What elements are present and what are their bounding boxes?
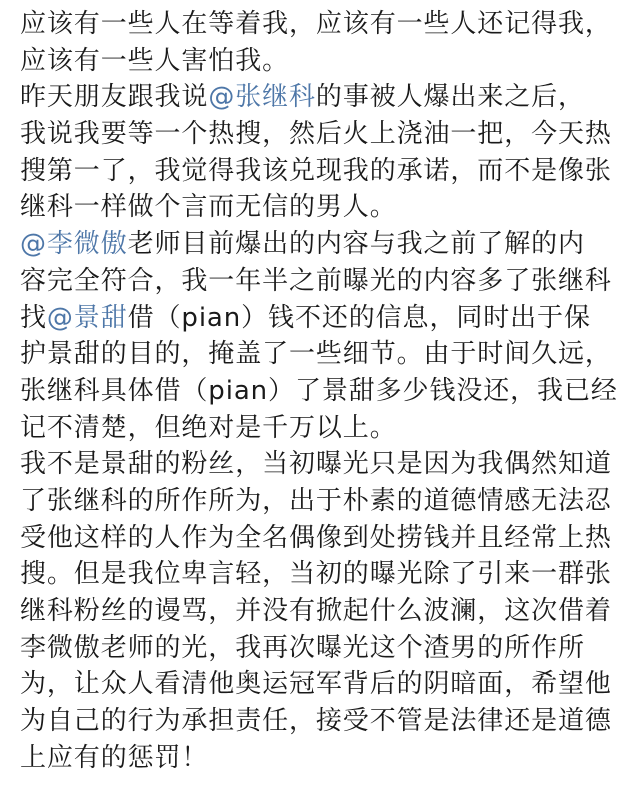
post-text-segment: 继科一样做个言而无信的男人。 bbox=[20, 192, 397, 223]
post-text-segment: 搜第一了，我觉得我该兑现我的承诺，而不是像张 bbox=[20, 155, 612, 186]
post-text-line bbox=[20, 263, 632, 300]
post-text-segment: 李微傲老师的光，我再次曝光这个渣男的所作所 bbox=[20, 632, 585, 663]
post-text-segment: 为自己的行为承担责任，接受不管是法律还是道德 bbox=[20, 706, 612, 737]
post-text-segment: 搜。但是我位卑言轻，当初的曝光除了引来一群张 bbox=[20, 559, 612, 590]
post-text-segment: 容完全符合，我一年半之前曝光的内容多了张继科 bbox=[20, 265, 612, 296]
post-text-segment: 的事被人爆出来之后， bbox=[315, 82, 585, 113]
post-text-line bbox=[20, 373, 632, 410]
post-text-line bbox=[20, 43, 632, 80]
post-text-line bbox=[20, 666, 632, 703]
post-body bbox=[20, 6, 632, 776]
post-text-line bbox=[20, 630, 632, 667]
post-text-line bbox=[20, 556, 632, 593]
post-text-line bbox=[20, 189, 632, 226]
post-text-line bbox=[20, 116, 632, 153]
post-text-segment: 记不清楚，但绝对是千万以上。 bbox=[20, 412, 397, 443]
post-text-segment: 应该有一些人害怕我。 bbox=[20, 45, 290, 76]
post-text-line bbox=[20, 703, 632, 740]
post-text-line bbox=[20, 593, 632, 630]
post-text-line bbox=[20, 336, 632, 373]
post-text-segment: 昨天朋友跟我说 bbox=[20, 82, 209, 113]
post-text-line bbox=[20, 300, 632, 337]
post-text-segment: 我说我要等一个热搜，然后火上浇油一把，今天热 bbox=[20, 119, 612, 150]
post-text-line bbox=[20, 520, 632, 557]
user-mention-link[interactable]: @李微傲 bbox=[20, 229, 128, 260]
post-text-line bbox=[20, 410, 632, 447]
post-text-line bbox=[20, 226, 632, 263]
post-text-segment: 受他这样的人作为全名偶像到处捞钱并且经常上热 bbox=[20, 522, 612, 553]
post-text-line bbox=[20, 153, 632, 190]
user-mention-link[interactable]: @张继科 bbox=[208, 82, 316, 113]
post-text-line bbox=[20, 740, 632, 777]
post-text-segment: 了张继科的所作所为，出于朴素的道德情感无法忍 bbox=[20, 485, 612, 516]
post-text-line bbox=[20, 446, 632, 483]
post-text-segment: 我不是景甜的粉丝，当初曝光只是因为我偶然知道 bbox=[20, 449, 612, 480]
post-text-segment: 为，让众人看清他奥运冠军背后的阴暗面，希望他 bbox=[20, 669, 612, 700]
post-text-segment: 应该有一些人在等着我，应该有一些人还记得我， bbox=[20, 9, 612, 39]
post-text-line bbox=[20, 79, 632, 116]
post-text-line bbox=[20, 6, 632, 43]
post-text-segment: 找 bbox=[20, 302, 47, 333]
post-text-segment: 老师目前爆出的内容与我之前了解的内 bbox=[127, 229, 585, 260]
post-text-segment: 借（pian）钱不还的信息，同时出于保 bbox=[127, 302, 591, 333]
post-text-segment: 护景甜的目的，掩盖了一些细节。由于时间久远， bbox=[20, 339, 612, 370]
post-text-segment: 张继科具体借（pian）了景甜多少钱没还，我已经 bbox=[20, 375, 618, 406]
post-text-line bbox=[20, 483, 632, 520]
post-text-segment: 继科粉丝的谩骂，并没有掀起什么波澜，这次借着 bbox=[20, 596, 612, 626]
post-text-segment: 上应有的惩罚！ bbox=[20, 742, 209, 773]
user-mention-link[interactable]: @景甜 bbox=[46, 302, 128, 333]
